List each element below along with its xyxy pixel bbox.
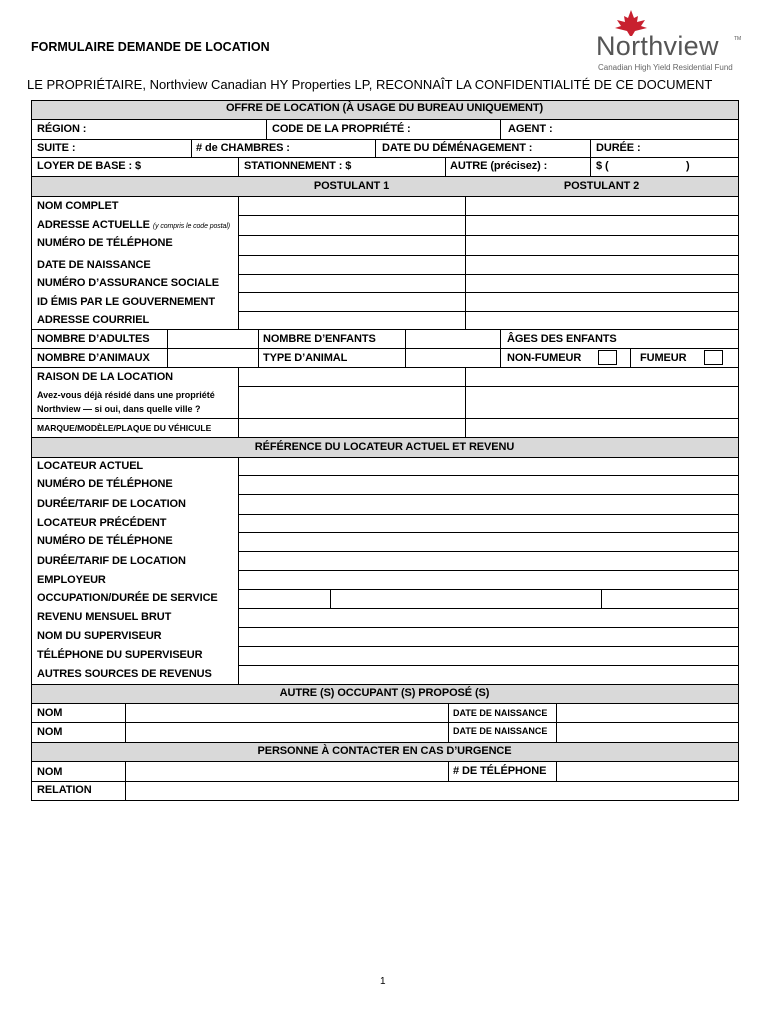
- emergency-phone-label: # DE TÉLÉPHONE: [453, 765, 547, 777]
- amount-label: $ (: [596, 160, 609, 172]
- children-label: NOMBRE D’ENFANTS: [263, 333, 376, 345]
- current-landlord-label: LOCATEUR ACTUEL: [37, 460, 144, 472]
- animals-label: NOMBRE D’ANIMAUX: [37, 352, 150, 364]
- form-title: FORMULAIRE DEMANDE DE LOCATION: [31, 40, 270, 54]
- region-label: RÉGION :: [37, 123, 87, 135]
- occupant2-name-label: NOM: [37, 726, 63, 738]
- amount-close-paren: ): [686, 160, 690, 172]
- base-rent-label: LOYER DE BASE : $: [37, 160, 142, 172]
- previous-rental-term-label: DURÉE/TARIF DE LOCATION: [37, 555, 186, 567]
- applicant1-heading: POSTULANT 1: [313, 180, 390, 192]
- logo-trademark: TM: [734, 36, 742, 42]
- occupant1-dob-label: DATE DE NAISSANCE: [453, 708, 548, 718]
- current-address-label: ADRESSE ACTUELLE (y compris le code postal): [37, 219, 231, 231]
- move-date-label: DATE DU DÉMÉNAGEMENT :: [382, 142, 533, 154]
- applicant2-fields[interactable]: [466, 197, 737, 328]
- occupation-label: OCCUPATION/DURÉE DE SERVICE: [37, 592, 218, 604]
- logo-tagline: Canadian High Yield Residential Fund: [598, 63, 733, 72]
- rental-term-label: DURÉE/TARIF DE LOCATION: [37, 498, 186, 510]
- other-income-label: AUTRES SOURCES DE REVENUS: [37, 668, 212, 680]
- smoker-label: FUMEUR: [640, 352, 687, 364]
- previous-residence-question-line1: Avez-vous déjà résidé dans une propriété: [37, 390, 215, 400]
- emergency-relation-label: RELATION: [37, 784, 92, 796]
- duration-label: DURÉE :: [596, 142, 641, 154]
- email-label: ADRESSE COURRIEL: [37, 314, 150, 326]
- phone-label: NUMÉRO DE TÉLÉPHONE: [37, 237, 173, 249]
- bedrooms-label: # de CHAMBRES :: [196, 142, 290, 154]
- occupant1-name-label: NOM: [37, 707, 63, 719]
- suite-label: SUITE :: [37, 142, 76, 154]
- supervisor-phone-label: TÉLÉPHONE DU SUPERVISEUR: [37, 649, 203, 661]
- office-use-heading: OFFRE DE LOCATION (À USAGE DU BUREAU UNIQUEMENT): [225, 102, 544, 114]
- applicant2-heading: POSTULANT 2: [563, 180, 640, 192]
- supervisor-name-label: NOM DU SUPERVISEUR: [37, 630, 162, 642]
- animal-type-label: TYPE D’ANIMAL: [263, 352, 348, 364]
- dob-label: DATE DE NAISSANCE: [37, 259, 151, 271]
- landlord-phone-label: NUMÉRO DE TÉLÉPHONE: [37, 478, 173, 490]
- previous-residence-question-line2: Northview — si oui, dans quelle ville ?: [37, 404, 201, 414]
- gross-income-label: REVENU MENSUEL BRUT: [37, 611, 172, 623]
- emergency-contact-heading: PERSONNE À CONTACTER EN CAS D’URGENCE: [257, 745, 512, 757]
- other-occupants-heading: AUTRE (S) OCCUPANT (S) PROPOSÉ (S): [279, 687, 490, 699]
- previous-landlord-label: LOCATEUR PRÉCÉDENT: [37, 517, 167, 529]
- smoker-checkbox[interactable]: [704, 350, 723, 365]
- vehicle-label: MARQUE/MODÈLE/PLAQUE DU VÉHICULE: [37, 423, 212, 433]
- parking-label: STATIONNEMENT : $: [244, 160, 352, 172]
- sin-label: NUMÉRO D’ASSURANCE SOCIALE: [37, 277, 219, 289]
- previous-landlord-phone-label: NUMÉRO DE TÉLÉPHONE: [37, 535, 173, 547]
- non-smoker-label: NON-FUMEUR: [507, 352, 582, 364]
- non-smoker-checkbox[interactable]: [598, 350, 617, 365]
- applicant1-fields[interactable]: [239, 197, 464, 328]
- reason-label: RAISON DE LA LOCATION: [37, 371, 174, 383]
- other-label: AUTRE (précisez) :: [450, 160, 548, 172]
- landlord-reference-heading: RÉFÉRENCE DU LOCATEUR ACTUEL ET REVENU: [254, 441, 515, 453]
- full-name-label: NOM COMPLET: [37, 200, 119, 212]
- employer-label: EMPLOYEUR: [37, 574, 106, 586]
- gov-id-label: ID ÉMIS PAR LE GOUVERNEMENT: [37, 296, 215, 308]
- adults-label: NOMBRE D’ADULTES: [37, 333, 150, 345]
- page-number: 1: [380, 976, 386, 987]
- logo-wordmark: Northview: [596, 31, 719, 61]
- occupant2-dob-label: DATE DE NAISSANCE: [453, 726, 548, 736]
- confidentiality-notice: LE PROPRIÉTAIRE, Northview Canadian HY Properties LP, RECONNAÎT LA CONFIDENTIALITÉ DE CE DOCUMENT: [27, 77, 713, 92]
- children-ages-label: ÂGES DES ENFANTS: [507, 333, 617, 345]
- emergency-name-label: NOM: [37, 766, 63, 778]
- agent-label: AGENT :: [508, 123, 553, 135]
- property-code-label: CODE DE LA PROPRIÉTÉ :: [272, 123, 411, 135]
